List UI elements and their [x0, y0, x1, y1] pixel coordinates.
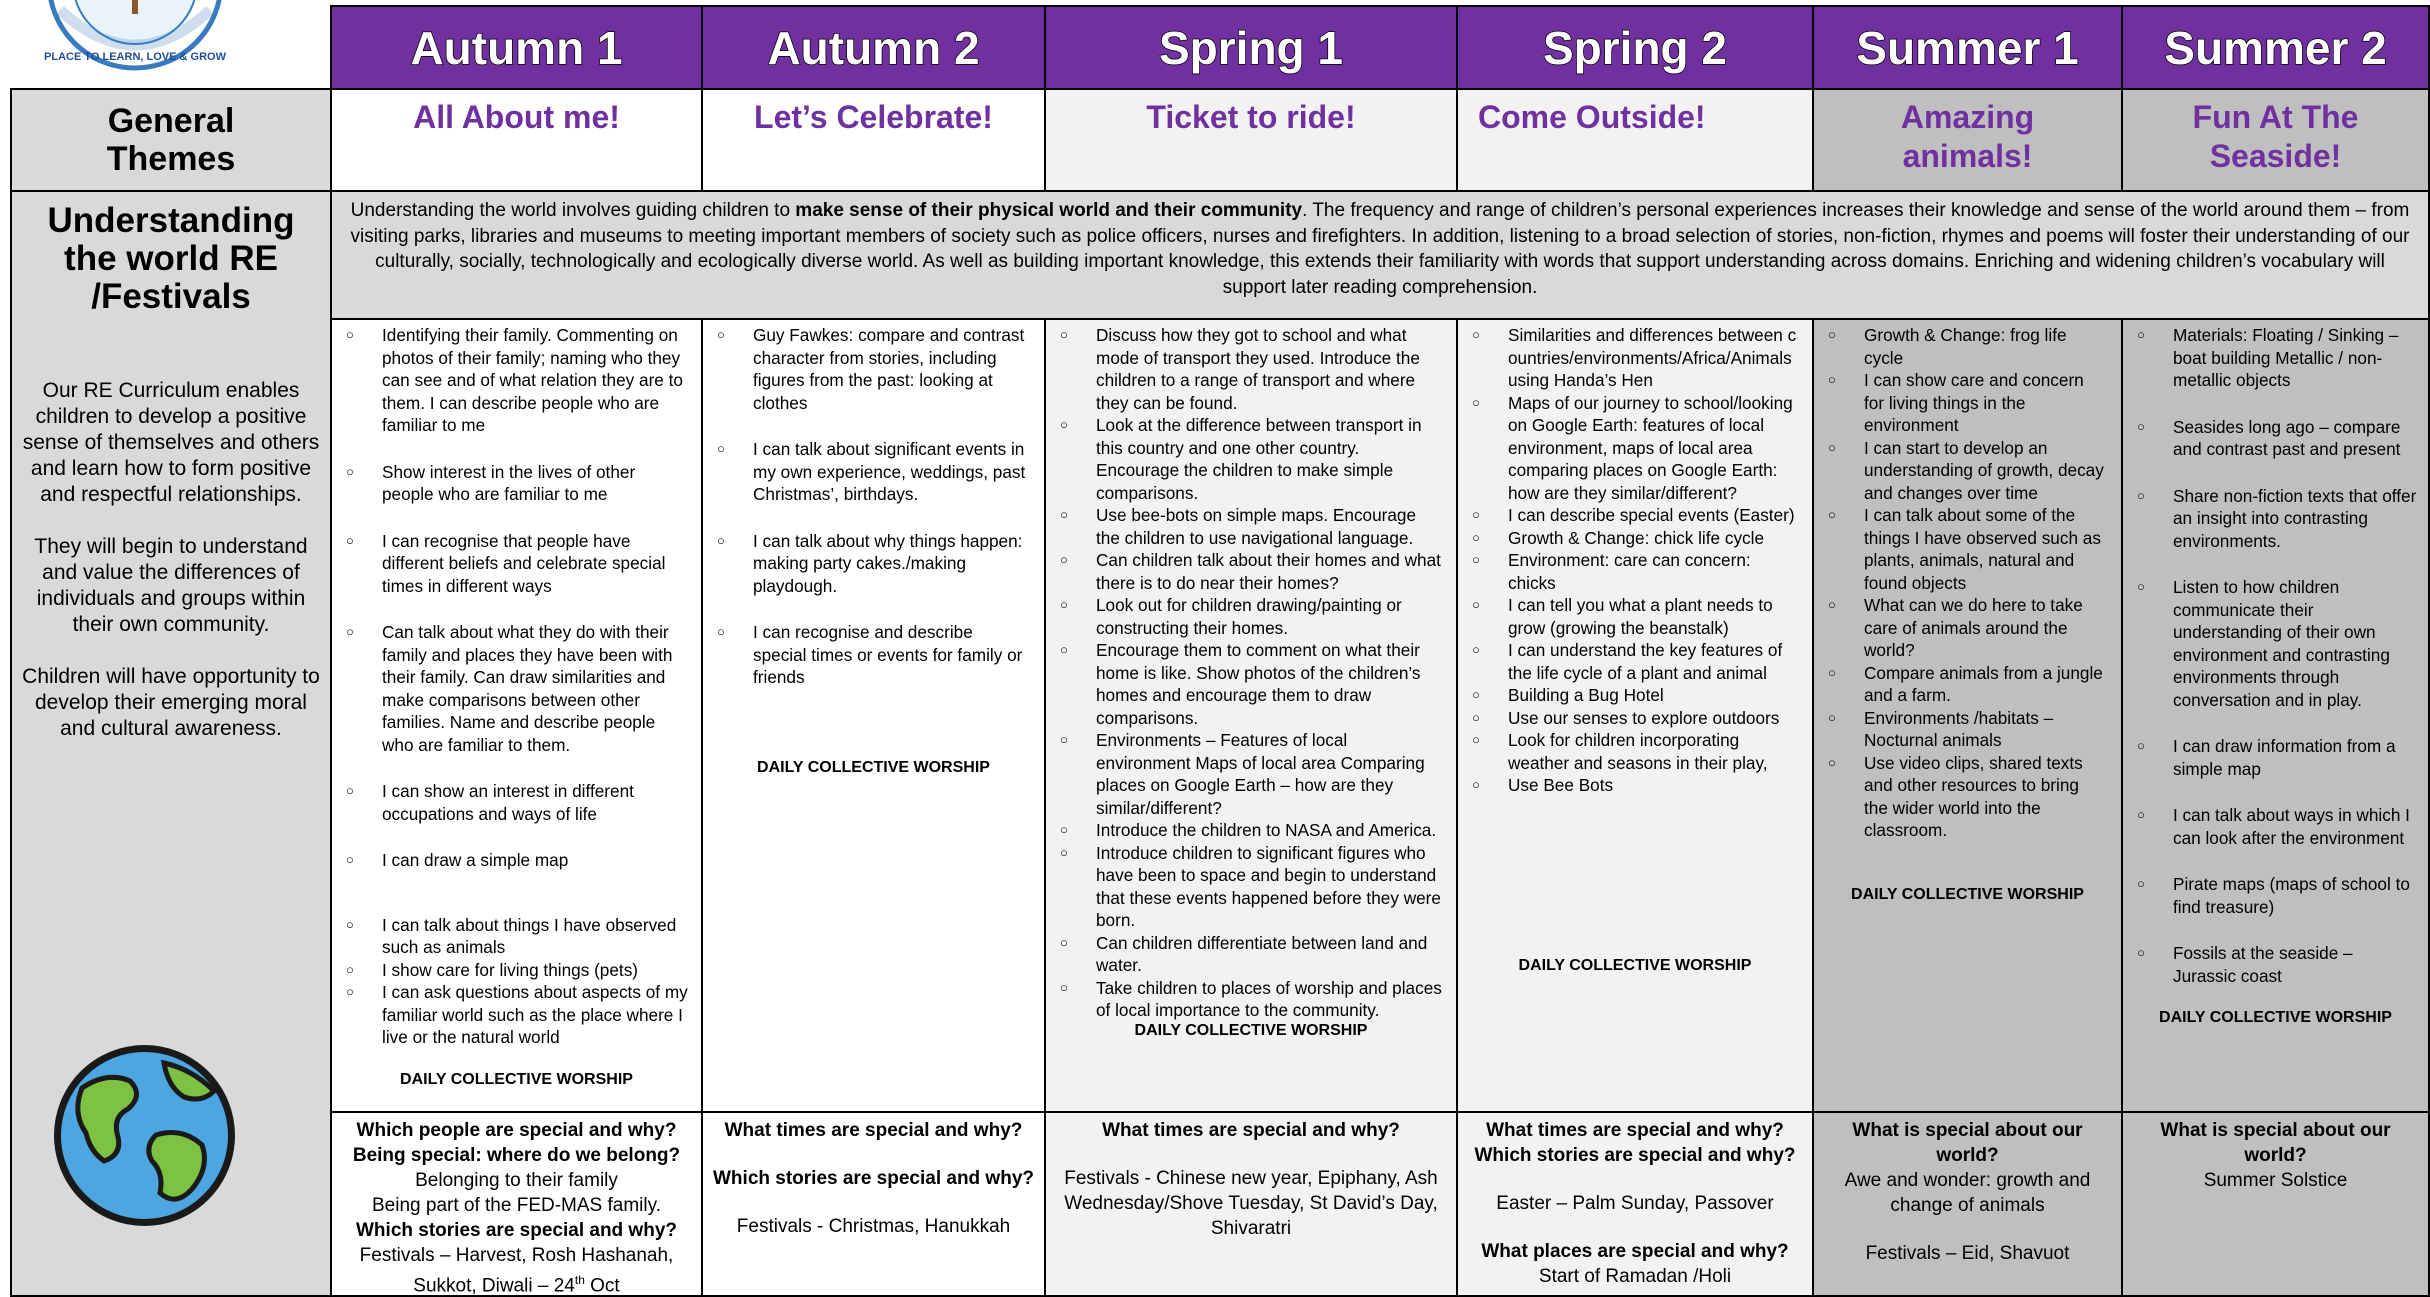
theme-summer-2: Fun At The Seaside!	[2121, 88, 2430, 192]
festivals: Start of Ramadan /Holi	[1538, 1266, 1732, 1287]
list-item: ○ Encourage them to comment on what their home is like. Show photos of the children’s homes and encourage them to draw comparisons.	[1046, 639, 1442, 729]
worship-label: DAILY COLLECTIVE WORSHIP	[1851, 885, 2084, 903]
intro-text-bold: make sense of their physical world and their community	[795, 200, 1303, 221]
content-spring-1	[1044, 318, 1458, 1113]
re-description	[12, 378, 330, 742]
worship-label: DAILY COLLECTIVE WORSHIP	[2159, 1009, 2392, 1026]
intro-text	[332, 192, 2428, 306]
list-item: ○ Growth & Change: frog life cycle	[1814, 324, 2107, 369]
header-spring-2	[1456, 5, 1814, 90]
list-item: ○ I can recognise that people have different beliefs and celebrate special times in different ways	[332, 530, 689, 598]
festivals: Festivals – Harvest, Rosh Hashanah,	[359, 1245, 674, 1266]
list-item: ○ Similarities and differences between countries/environments/Africa/Animals using Handa’s Hen	[1458, 324, 1798, 392]
festivals: Summer Solstice	[2203, 1170, 2348, 1191]
list-item: ○ Introduce the children to NASA and America.	[1046, 819, 1442, 842]
questions-autumn-1	[330, 1111, 703, 1297]
festivals: Easter – Palm Sunday, Passover	[1496, 1193, 1774, 1214]
list-item: ○ I can draw a simple map	[332, 849, 689, 872]
list-item: ○ Pirate maps (maps of school to find treasure)	[2123, 873, 2418, 918]
question: What times are special and why?	[1486, 1120, 1784, 1141]
header-label: Summer 2	[2164, 21, 2387, 74]
list-item: ○ Listen to how children communicate their understanding of their own environment and contrasting environments through conversation and in play.	[2123, 576, 2418, 711]
list-item: ○ Materials: Floating / Sinking – boat building Metallic / non-metallic objects	[2123, 324, 2418, 392]
festivals	[332, 1268, 701, 1297]
question: What is special about our world?	[2160, 1120, 2391, 1166]
list-item: ○ I can talk about some of the things I have observed such as plants, animals, natural and found objects	[1814, 504, 2107, 594]
answer: Being part of the FED-MAS family.	[372, 1195, 661, 1216]
list-item: ○ I can recognise and describe special times or events for family or friends	[703, 621, 1026, 689]
question: What times are special and why?	[724, 1120, 1023, 1141]
list-item: ○ What can we do here to take care of animals around the world?	[1814, 594, 2107, 662]
list-item: ○ I can talk about ways in which I can look after the environment	[2123, 804, 2418, 849]
question: What places are special and why?	[1481, 1241, 1789, 1262]
section-title: Understanding the world RE /Festivals	[47, 201, 295, 316]
list-item: ○ Introduce children to significant figures who have been to space and begin to understand that these events happened before they were born.	[1046, 842, 1442, 932]
list-item: ○ Share non-fiction texts that offer an insight into contrasting environments.	[2123, 485, 2418, 553]
list-item: ○ Building a Bug Hotel	[1458, 684, 1798, 707]
question: Which stories are special and why?	[1474, 1145, 1796, 1166]
list-item: ○ I can draw information from a simple map	[2123, 735, 2418, 780]
list-item: ○ Use video clips, shared texts and other resources to bring the wider world into the classroom.	[1814, 752, 2107, 842]
theme-spring-2: Come Outside!	[1456, 88, 1814, 192]
list-item: ○ I can talk about why things happen: making party cakes./making playdough.	[703, 530, 1026, 598]
list-item: ○ Maps of our journey to school/looking on Google Earth: features of local environment, maps of local area comparing places on Google Earth: how are they similar/different?	[1458, 392, 1798, 505]
list-item: ○ Environments /habitats – Nocturnal animals	[1814, 707, 2107, 752]
list-item: ○ Discuss how they got to school and what mode of transport they used. Introduce the children to a range of transport and where they can be found.	[1046, 324, 1442, 414]
header-label: Spring 1	[1158, 21, 1344, 74]
list-item: ○ I show care for living things (pets)	[332, 959, 689, 982]
list-item: ○ I can talk about significant events in my own experience, weddings, past Christmas’, birthdays.	[703, 438, 1026, 506]
content-spring-2	[1456, 318, 1814, 1113]
globe-icon	[52, 1043, 237, 1228]
re-paragraph: They will begin to understand and value the differences of individuals and groups within their own community.	[34, 535, 308, 636]
superscript: th	[574, 1273, 585, 1287]
header-summer-1	[1812, 5, 2123, 90]
intro-text-end: . The frequency and range of children’s personal experiences increases their knowledge and sense of the world around them – from visiting parks, libraries and museums to meeting important members of society such as police officers, nurses and firefighters. In addition, listening to a broad selection of stories, non-fiction, rhymes and poems will foster their understanding of our culturally, socially, technologically and ecologically diverse world. As well as building important knowledge, this extends their familiarity with words that support understanding across domains. Enriching and widening children’s vocabulary will support later reading comprehension.	[350, 200, 2410, 298]
list-item: ○ Use Bee Bots	[1458, 774, 1798, 797]
re-paragraph: Children will have opportunity to develop their emerging moral and cultural awareness.	[22, 665, 320, 740]
header-autumn-1	[330, 5, 703, 90]
question: What is special about our world?	[1852, 1120, 2083, 1166]
questions-summer-2	[2121, 1111, 2430, 1297]
worship-label: DAILY COLLECTIVE WORSHIP	[400, 1070, 633, 1088]
question: Which stories are special and why?	[713, 1168, 1034, 1189]
list-item: ○ Environments – Features of local environment Maps of local area Comparing places on Google Earth – how are they similar/different?	[1046, 729, 1442, 819]
list-item: ○ I can describe special events (Easter)	[1458, 504, 1798, 527]
header-spring-1	[1044, 5, 1458, 90]
header-autumn-2	[701, 5, 1046, 90]
list-item: ○ Can children talk about their homes and what there is to do near their homes?	[1046, 549, 1442, 594]
re-paragraph: Our RE Curriculum enables children to develop a positive sense of themselves and others and learn how to form positive and respectful relationships.	[22, 379, 320, 506]
theme-summer-1: Amazing animals!	[1812, 88, 2123, 192]
svg-text:PLACE TO LEARN, LOVE & GROW: PLACE TO LEARN, LOVE & GROW	[44, 51, 226, 63]
question: What times are special and why?	[1102, 1120, 1400, 1141]
list-item: ○ I can understand the key features of the life cycle of a plant and animal	[1458, 639, 1798, 684]
content-autumn-2	[701, 318, 1046, 1113]
theme-spring-1: Ticket to ride!	[1044, 88, 1458, 192]
school-logo-icon	[40, 0, 230, 72]
festivals: Festivals - Chinese new year, Epiphany, Ash Wednesday/Shove Tuesday, St David’s Day, Shivaratri	[1064, 1168, 1438, 1239]
list-item: ○ Growth & Change: chick life cycle	[1458, 527, 1798, 550]
theme-autumn-1: All About me!	[330, 88, 703, 192]
list-item: ○ Use our senses to explore outdoors	[1458, 707, 1798, 730]
festivals-text: Sukkot, Diwali – 24	[413, 1275, 575, 1297]
question: Being special: where do we belong?	[352, 1145, 681, 1166]
list-item: ○ Look for children incorporating weather and seasons in their play,	[1458, 729, 1798, 774]
list-item: ○ Compare animals from a jungle and a farm.	[1814, 662, 2107, 707]
list-item: ○ Identifying their family. Commenting on photos of their family; naming who they can see and of what relation they are to them. I can describe people who are familiar to me	[332, 324, 689, 437]
list-item: ○ Seasides long ago – compare and contrast past and present	[2123, 416, 2418, 461]
worship-label: DAILY COLLECTIVE WORSHIP	[757, 758, 990, 776]
header-label: Autumn 2	[767, 21, 980, 74]
questions-summer-1	[1812, 1111, 2123, 1297]
list-item: ○ Fossils at the seaside – Jurassic coast	[2123, 942, 2418, 987]
content-summer-2	[2121, 318, 2430, 1113]
worship-label: DAILY COLLECTIVE WORSHIP	[1134, 1021, 1368, 1039]
header-summer-2	[2121, 5, 2430, 90]
intro-text-start: Understanding the world involves guiding children to	[350, 200, 796, 221]
general-themes-label: General Themes	[10, 88, 332, 192]
question: Which stories are special and why?	[356, 1220, 677, 1241]
list-item: ○ I can tell you what a plant needs to grow (growing the beanstalk)	[1458, 594, 1798, 639]
list-item: ○ Environment: care can concern: chicks	[1458, 549, 1798, 594]
list-item: ○ Show interest in the lives of other people who are familiar to me	[332, 461, 689, 506]
list-item: ○ Can children differentiate between land and water.	[1046, 932, 1442, 977]
list-item: ○ I can talk about things I have observed such as animals	[332, 914, 689, 959]
theme-autumn-2: Let’s Celebrate!	[701, 88, 1046, 192]
intro-paragraph	[330, 190, 2430, 320]
list-item: ○ Guy Fawkes: compare and contrast character from stories, including figures from the past: looking at clothes	[703, 324, 1026, 414]
answer: Belonging to their family	[415, 1170, 618, 1191]
list-item: ○ I can show care and concern for living things in the environment	[1814, 369, 2107, 437]
festivals-text: Oct	[584, 1275, 620, 1297]
questions-spring-1	[1044, 1111, 1458, 1297]
list-item: ○ I can show an interest in different occupations and ways of life	[332, 780, 689, 825]
header-label: Summer 1	[1856, 21, 2079, 74]
list-item: ○ Look at the difference between transport in this country and one other country. Encourage the children to make simple comparisons.	[1046, 414, 1442, 504]
content-summer-1	[1812, 318, 2123, 1113]
questions-autumn-2	[701, 1111, 1046, 1297]
answer: Awe and wonder: growth and change of animals	[1844, 1170, 2091, 1216]
list-item: ○ I can start to develop an understanding of growth, decay and changes over time	[1814, 437, 2107, 505]
festivals: Festivals – Eid, Shavuot	[1865, 1243, 2070, 1264]
list-item: ○ Can talk about what they do with their family and places they have been with their family. Can draw similarities and make comparisons between other families. Name and describe people who are familiar to them.	[332, 621, 689, 756]
question: Which people are special and why?	[356, 1120, 677, 1141]
content-autumn-1	[330, 318, 703, 1113]
questions-spring-2	[1456, 1111, 1814, 1297]
list-item: ○ Use bee-bots on simple maps. Encourage the children to use navigational language.	[1046, 504, 1442, 549]
worship-label: DAILY COLLECTIVE WORSHIP	[1518, 956, 1752, 974]
list-item: ○ I can ask questions about aspects of my familiar world such as the place where I live or the natural world	[332, 981, 689, 1049]
festivals: Festivals - Christmas, Hanukkah	[736, 1216, 1011, 1237]
header-label: Spring 2	[1542, 21, 1728, 74]
list-item: ○ Look out for children drawing/painting or constructing their homes.	[1046, 594, 1442, 639]
header-label: Autumn 1	[410, 21, 623, 74]
list-item: ○ Take children to places of worship and places of local importance to the community.	[1046, 977, 1442, 1022]
